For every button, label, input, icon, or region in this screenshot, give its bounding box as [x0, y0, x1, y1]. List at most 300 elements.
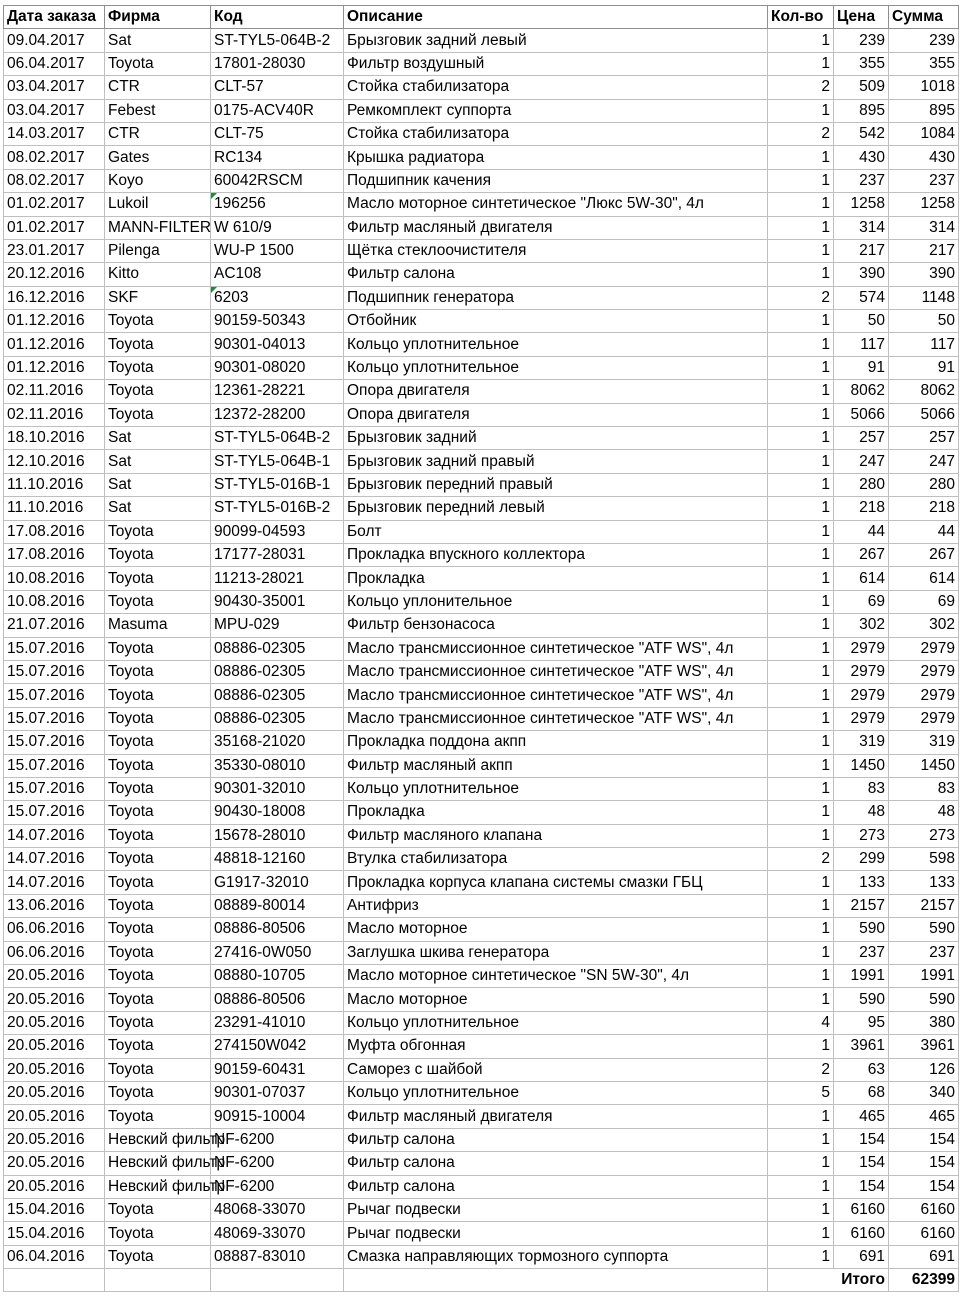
- cell-code: 0175-ACV40R: [211, 99, 344, 122]
- table-row: [4, 965, 959, 988]
- cell-firm: Toyota: [105, 824, 211, 847]
- cell-code: 90099-04593: [211, 520, 344, 543]
- table-row: [4, 871, 959, 894]
- cell-description: Прокладка: [344, 567, 768, 590]
- cell-date: 14.07.2016: [4, 824, 105, 847]
- cell-date: 12.10.2016: [4, 450, 105, 473]
- cell-sum: 133: [889, 871, 959, 894]
- cell-description: Опора двигателя: [344, 380, 768, 403]
- cell-quantity: 1: [768, 965, 834, 988]
- cell-date: 15.07.2016: [4, 684, 105, 707]
- cell-date: 20.05.2016: [4, 1058, 105, 1081]
- cell-description: Фильтр бензонасоса: [344, 614, 768, 637]
- cell-sum: 217: [889, 239, 959, 262]
- cell-date: 14.07.2016: [4, 871, 105, 894]
- cell-sum: 69: [889, 590, 959, 613]
- cell-date: 01.12.2016: [4, 310, 105, 333]
- cell-code: W 610/9: [211, 216, 344, 239]
- cell-code: 08886-02305: [211, 660, 344, 683]
- cell-description: Фильтр масляного клапана: [344, 824, 768, 847]
- cell-date: 10.08.2016: [4, 590, 105, 613]
- cell-code: 17801-28030: [211, 52, 344, 75]
- cell-description: Масло моторное: [344, 918, 768, 941]
- cell-firm: Toyota: [105, 310, 211, 333]
- cell-code: CLT-75: [211, 122, 344, 145]
- cell-sum: 2979: [889, 684, 959, 707]
- table-row: [4, 941, 959, 964]
- cell-description: Фильтр масляный двигателя: [344, 216, 768, 239]
- cell-quantity: 1: [768, 1105, 834, 1128]
- cell-code: 6203: [211, 286, 344, 309]
- cell-price: 239: [834, 29, 889, 52]
- cell-code: NF-6200: [211, 1152, 344, 1175]
- table-row: [4, 918, 959, 941]
- cell-code: 90915-10004: [211, 1105, 344, 1128]
- cell-date: 13.06.2016: [4, 894, 105, 917]
- cell-code: 08886-02305: [211, 684, 344, 707]
- table-row: [4, 310, 959, 333]
- cell-description: Кольцо уплотнительное: [344, 333, 768, 356]
- header-description: Описание: [344, 6, 768, 29]
- cell-description: Стойка стабилизатора: [344, 76, 768, 99]
- table-row: [4, 99, 959, 122]
- cell-sum: 1018: [889, 76, 959, 99]
- cell-quantity: 1: [768, 1245, 834, 1268]
- cell-price: 68: [834, 1081, 889, 1104]
- cell-code: 35330-08010: [211, 754, 344, 777]
- cell-code: ST-TYL5-016B-2: [211, 497, 344, 520]
- cell-date: 14.03.2017: [4, 122, 105, 145]
- cell-quantity: 1: [768, 637, 834, 660]
- cell-date: 02.11.2016: [4, 380, 105, 403]
- cell-quantity: 1: [768, 403, 834, 426]
- cell-code: 17177-28031: [211, 543, 344, 566]
- header-price: Цена: [834, 6, 889, 29]
- cell-description: Брызговик задний левый: [344, 29, 768, 52]
- cell-date: 15.07.2016: [4, 777, 105, 800]
- table-row: [4, 660, 959, 683]
- cell-date: 06.06.2016: [4, 918, 105, 941]
- cell-quantity: 1: [768, 520, 834, 543]
- cell-sum: 218: [889, 497, 959, 520]
- table-row: [4, 239, 959, 262]
- table-row: [4, 380, 959, 403]
- table-row: [4, 193, 959, 216]
- cell-firm: Toyota: [105, 754, 211, 777]
- cell-price: 314: [834, 216, 889, 239]
- cell-price: 63: [834, 1058, 889, 1081]
- table-row: [4, 263, 959, 286]
- cell-quantity: 1: [768, 660, 834, 683]
- cell-price: 299: [834, 848, 889, 871]
- cell-price: 430: [834, 146, 889, 169]
- cell-sum: 895: [889, 99, 959, 122]
- cell-description: Прокладка корпуса клапана системы смазки ГБЦ: [344, 871, 768, 894]
- cell-description: Кольцо уплотнительное: [344, 777, 768, 800]
- cell-description: Брызговик задний: [344, 427, 768, 450]
- cell-code: ST-TYL5-064B-2: [211, 427, 344, 450]
- cell-firm: Sat: [105, 427, 211, 450]
- cell-sum: 319: [889, 731, 959, 754]
- cell-sum: 390: [889, 263, 959, 286]
- table-row: [4, 403, 959, 426]
- cell-quantity: 1: [768, 497, 834, 520]
- table-row: [4, 777, 959, 800]
- cell-code: 08886-02305: [211, 707, 344, 730]
- cell-quantity: 1: [768, 310, 834, 333]
- cell-sum: 590: [889, 918, 959, 941]
- cell-description: Рычаг подвески: [344, 1222, 768, 1245]
- cell-firm: Невский фильтр: [105, 1128, 211, 1151]
- cell-code: ST-TYL5-064B-1: [211, 450, 344, 473]
- cell-sum: 340: [889, 1081, 959, 1104]
- cell-price: 2979: [834, 707, 889, 730]
- cell-code: 08886-80506: [211, 918, 344, 941]
- cell-description: Фильтр воздушный: [344, 52, 768, 75]
- cell-description: Муфта обгонная: [344, 1035, 768, 1058]
- cell-price: 509: [834, 76, 889, 99]
- cell-price: 590: [834, 988, 889, 1011]
- cell-price: 1258: [834, 193, 889, 216]
- cell-description: Масло моторное синтетическое "Люкс 5W-30", 4л: [344, 193, 768, 216]
- cell-code: CLT-57: [211, 76, 344, 99]
- cell-date: 10.08.2016: [4, 567, 105, 590]
- cell-description: Брызговик передний левый: [344, 497, 768, 520]
- cell-firm: Sat: [105, 473, 211, 496]
- cell-quantity: 2: [768, 76, 834, 99]
- cell-date: 20.05.2016: [4, 1105, 105, 1128]
- cell-firm: Toyota: [105, 1011, 211, 1034]
- cell-code: ST-TYL5-016B-1: [211, 473, 344, 496]
- cell-price: 48: [834, 801, 889, 824]
- table-row: [4, 146, 959, 169]
- cell-code: 12372-28200: [211, 403, 344, 426]
- cell-code: 23291-41010: [211, 1011, 344, 1034]
- table-body: [4, 29, 959, 1269]
- table-row: [4, 590, 959, 613]
- cell-description: Фильтр салона: [344, 263, 768, 286]
- table-row: [4, 684, 959, 707]
- cell-sum: 237: [889, 169, 959, 192]
- cell-price: 6160: [834, 1198, 889, 1221]
- cell-quantity: 2: [768, 286, 834, 309]
- cell-description: Болт: [344, 520, 768, 543]
- cell-date: 06.06.2016: [4, 941, 105, 964]
- cell-quantity: 2: [768, 1058, 834, 1081]
- cell-description: Кольцо уплотнительное: [344, 1081, 768, 1104]
- table-row: [4, 216, 959, 239]
- cell-firm: Toyota: [105, 520, 211, 543]
- cell-quantity: 1: [768, 333, 834, 356]
- cell-price: 133: [834, 871, 889, 894]
- cell-firm: Toyota: [105, 1035, 211, 1058]
- cell-quantity: 1: [768, 193, 834, 216]
- cell-sum: 2157: [889, 894, 959, 917]
- table-row: [4, 707, 959, 730]
- cell-quantity: 2: [768, 122, 834, 145]
- cell-code: 196256: [211, 193, 344, 216]
- cell-date: 11.10.2016: [4, 497, 105, 520]
- cell-sum: 6160: [889, 1222, 959, 1245]
- cell-price: 1991: [834, 965, 889, 988]
- cell-code: 90301-08020: [211, 356, 344, 379]
- cell-price: 257: [834, 427, 889, 450]
- cell-price: 3961: [834, 1035, 889, 1058]
- cell-quantity: 1: [768, 1222, 834, 1245]
- cell-date: 20.05.2016: [4, 1175, 105, 1198]
- cell-date: 14.07.2016: [4, 848, 105, 871]
- table-row: [4, 1152, 959, 1175]
- table-row: [4, 1128, 959, 1151]
- cell-quantity: 1: [768, 684, 834, 707]
- cell-price: 217: [834, 239, 889, 262]
- cell-date: 15.07.2016: [4, 660, 105, 683]
- cell-date: 15.07.2016: [4, 707, 105, 730]
- cell-code: ST-TYL5-064B-2: [211, 29, 344, 52]
- table-row: [4, 988, 959, 1011]
- cell-firm: Febest: [105, 99, 211, 122]
- cell-date: 03.04.2017: [4, 76, 105, 99]
- cell-price: 390: [834, 263, 889, 286]
- cell-price: 280: [834, 473, 889, 496]
- total-empty-cell: [105, 1269, 211, 1292]
- cell-sum: 1991: [889, 965, 959, 988]
- table-row: [4, 731, 959, 754]
- cell-sum: 5066: [889, 403, 959, 426]
- table-row: [4, 427, 959, 450]
- cell-price: 117: [834, 333, 889, 356]
- table-row: [4, 894, 959, 917]
- cell-firm: MANN-FILTER: [105, 216, 211, 239]
- cell-code: RC134: [211, 146, 344, 169]
- cell-firm: Toyota: [105, 403, 211, 426]
- cell-code: 90301-04013: [211, 333, 344, 356]
- cell-code: 90159-50343: [211, 310, 344, 333]
- table-row: [4, 29, 959, 52]
- cell-quantity: 1: [768, 263, 834, 286]
- cell-date: 20.05.2016: [4, 1011, 105, 1034]
- cell-firm: Toyota: [105, 894, 211, 917]
- cell-description: Масло трансмиссионное синтетическое "ATF WS", 4л: [344, 707, 768, 730]
- cell-date: 08.02.2017: [4, 146, 105, 169]
- table-row: [4, 848, 959, 871]
- cell-price: 319: [834, 731, 889, 754]
- cell-firm: Pilenga: [105, 239, 211, 262]
- cell-price: 1450: [834, 754, 889, 777]
- table-row: [4, 76, 959, 99]
- cell-sum: 2979: [889, 660, 959, 683]
- cell-date: 23.01.2017: [4, 239, 105, 262]
- cell-quantity: 1: [768, 614, 834, 637]
- cell-date: 06.04.2017: [4, 52, 105, 75]
- cell-description: Подшипник качения: [344, 169, 768, 192]
- cell-firm: Toyota: [105, 707, 211, 730]
- cell-firm: Sat: [105, 497, 211, 520]
- cell-description: Масло трансмиссионное синтетическое "ATF WS", 4л: [344, 684, 768, 707]
- cell-date: 17.08.2016: [4, 520, 105, 543]
- cell-description: Смазка направляющих тормозного суппорта: [344, 1245, 768, 1268]
- cell-date: 01.02.2017: [4, 193, 105, 216]
- cell-description: Опора двигателя: [344, 403, 768, 426]
- cell-description: Саморез с шайбой: [344, 1058, 768, 1081]
- cell-date: 15.07.2016: [4, 637, 105, 660]
- cell-firm: Toyota: [105, 1081, 211, 1104]
- cell-sum: 380: [889, 1011, 959, 1034]
- cell-description: Ремкомплект суппорта: [344, 99, 768, 122]
- cell-code: 15678-28010: [211, 824, 344, 847]
- cell-firm: CTR: [105, 76, 211, 99]
- cell-description: Рычаг подвески: [344, 1198, 768, 1221]
- cell-firm: Kitto: [105, 263, 211, 286]
- cell-price: 2979: [834, 660, 889, 683]
- cell-sum: 1148: [889, 286, 959, 309]
- total-label: Итого: [768, 1269, 889, 1292]
- cell-firm: Toyota: [105, 684, 211, 707]
- cell-description: Щётка стеклоочистителя: [344, 239, 768, 262]
- cell-quantity: 1: [768, 1198, 834, 1221]
- table-row: [4, 1011, 959, 1034]
- cell-date: 15.04.2016: [4, 1222, 105, 1245]
- cell-firm: Toyota: [105, 333, 211, 356]
- cell-firm: Toyota: [105, 871, 211, 894]
- cell-firm: Toyota: [105, 777, 211, 800]
- cell-quantity: 1: [768, 1035, 834, 1058]
- cell-description: Масло трансмиссионное синтетическое "ATF WS", 4л: [344, 637, 768, 660]
- cell-sum: 91: [889, 356, 959, 379]
- cell-code: 08886-02305: [211, 637, 344, 660]
- cell-price: 465: [834, 1105, 889, 1128]
- cell-firm: Toyota: [105, 1105, 211, 1128]
- total-row: [4, 1269, 959, 1292]
- cell-quantity: 1: [768, 52, 834, 75]
- cell-price: 273: [834, 824, 889, 847]
- cell-sum: 598: [889, 848, 959, 871]
- cell-code: 12361-28221: [211, 380, 344, 403]
- cell-quantity: 1: [768, 1152, 834, 1175]
- cell-description: Кольцо уплотнительное: [344, 1011, 768, 1034]
- cell-code: 48068-33070: [211, 1198, 344, 1221]
- total-empty-cell: [4, 1269, 105, 1292]
- cell-sum: 239: [889, 29, 959, 52]
- cell-date: 20.05.2016: [4, 1128, 105, 1151]
- cell-quantity: 1: [768, 707, 834, 730]
- cell-sum: 83: [889, 777, 959, 800]
- cell-quantity: 1: [768, 1175, 834, 1198]
- cell-quantity: 1: [768, 29, 834, 52]
- cell-date: 20.05.2016: [4, 988, 105, 1011]
- cell-sum: 126: [889, 1058, 959, 1081]
- cell-date: 01.02.2017: [4, 216, 105, 239]
- cell-date: 15.07.2016: [4, 731, 105, 754]
- cell-firm: CTR: [105, 122, 211, 145]
- cell-date: 20.05.2016: [4, 1081, 105, 1104]
- cell-quantity: 1: [768, 216, 834, 239]
- cell-sum: 430: [889, 146, 959, 169]
- cell-price: 69: [834, 590, 889, 613]
- table-row: [4, 1222, 959, 1245]
- table-row: [4, 1035, 959, 1058]
- cell-price: 5066: [834, 403, 889, 426]
- cell-code: 08886-80506: [211, 988, 344, 1011]
- cell-code: 08887-83010: [211, 1245, 344, 1268]
- cell-quantity: 1: [768, 543, 834, 566]
- cell-date: 18.10.2016: [4, 427, 105, 450]
- table-row: [4, 520, 959, 543]
- cell-firm: Toyota: [105, 590, 211, 613]
- cell-sum: 2979: [889, 707, 959, 730]
- table-row: [4, 450, 959, 473]
- header-row: [4, 6, 959, 29]
- cell-sum: 280: [889, 473, 959, 496]
- cell-sum: 154: [889, 1152, 959, 1175]
- cell-sum: 3961: [889, 1035, 959, 1058]
- cell-quantity: 1: [768, 473, 834, 496]
- cell-code: 90430-18008: [211, 801, 344, 824]
- cell-quantity: 5: [768, 1081, 834, 1104]
- cell-code: 90301-07037: [211, 1081, 344, 1104]
- cell-description: Фильтр салона: [344, 1175, 768, 1198]
- cell-sum: 6160: [889, 1198, 959, 1221]
- cell-date: 15.07.2016: [4, 754, 105, 777]
- table-row: [4, 169, 959, 192]
- cell-description: Втулка стабилизатора: [344, 848, 768, 871]
- table-row: [4, 1105, 959, 1128]
- cell-sum: 50: [889, 310, 959, 333]
- cell-price: 83: [834, 777, 889, 800]
- cell-price: 691: [834, 1245, 889, 1268]
- cell-firm: Toyota: [105, 918, 211, 941]
- cell-firm: Невский фильтр: [105, 1152, 211, 1175]
- cell-firm: Toyota: [105, 1198, 211, 1221]
- cell-sum: 273: [889, 824, 959, 847]
- cell-date: 08.02.2017: [4, 169, 105, 192]
- cell-date: 16.12.2016: [4, 286, 105, 309]
- cell-firm: Sat: [105, 450, 211, 473]
- cell-date: 09.04.2017: [4, 29, 105, 52]
- cell-date: 02.11.2016: [4, 403, 105, 426]
- cell-price: 44: [834, 520, 889, 543]
- cell-price: 50: [834, 310, 889, 333]
- cell-sum: 117: [889, 333, 959, 356]
- cell-sum: 237: [889, 941, 959, 964]
- table-row: [4, 801, 959, 824]
- cell-date: 11.10.2016: [4, 473, 105, 496]
- cell-price: 895: [834, 99, 889, 122]
- cell-quantity: 1: [768, 450, 834, 473]
- cell-sum: 355: [889, 52, 959, 75]
- cell-date: 06.04.2016: [4, 1245, 105, 1268]
- cell-quantity: 1: [768, 567, 834, 590]
- cell-code: WU-P 1500: [211, 239, 344, 262]
- cell-firm: Toyota: [105, 941, 211, 964]
- cell-price: 2157: [834, 894, 889, 917]
- cell-sum: 48: [889, 801, 959, 824]
- cell-sum: 8062: [889, 380, 959, 403]
- cell-quantity: 1: [768, 824, 834, 847]
- cell-firm: Lukoil: [105, 193, 211, 216]
- cell-sum: 302: [889, 614, 959, 637]
- cell-code: 90301-32010: [211, 777, 344, 800]
- cell-firm: Toyota: [105, 380, 211, 403]
- cell-code: 90159-60431: [211, 1058, 344, 1081]
- table-row: [4, 1175, 959, 1198]
- cell-quantity: 4: [768, 1011, 834, 1034]
- cell-firm: Gates: [105, 146, 211, 169]
- cell-description: Фильтр масляный двигателя: [344, 1105, 768, 1128]
- cell-quantity: 1: [768, 169, 834, 192]
- cell-firm: Toyota: [105, 543, 211, 566]
- table-row: [4, 52, 959, 75]
